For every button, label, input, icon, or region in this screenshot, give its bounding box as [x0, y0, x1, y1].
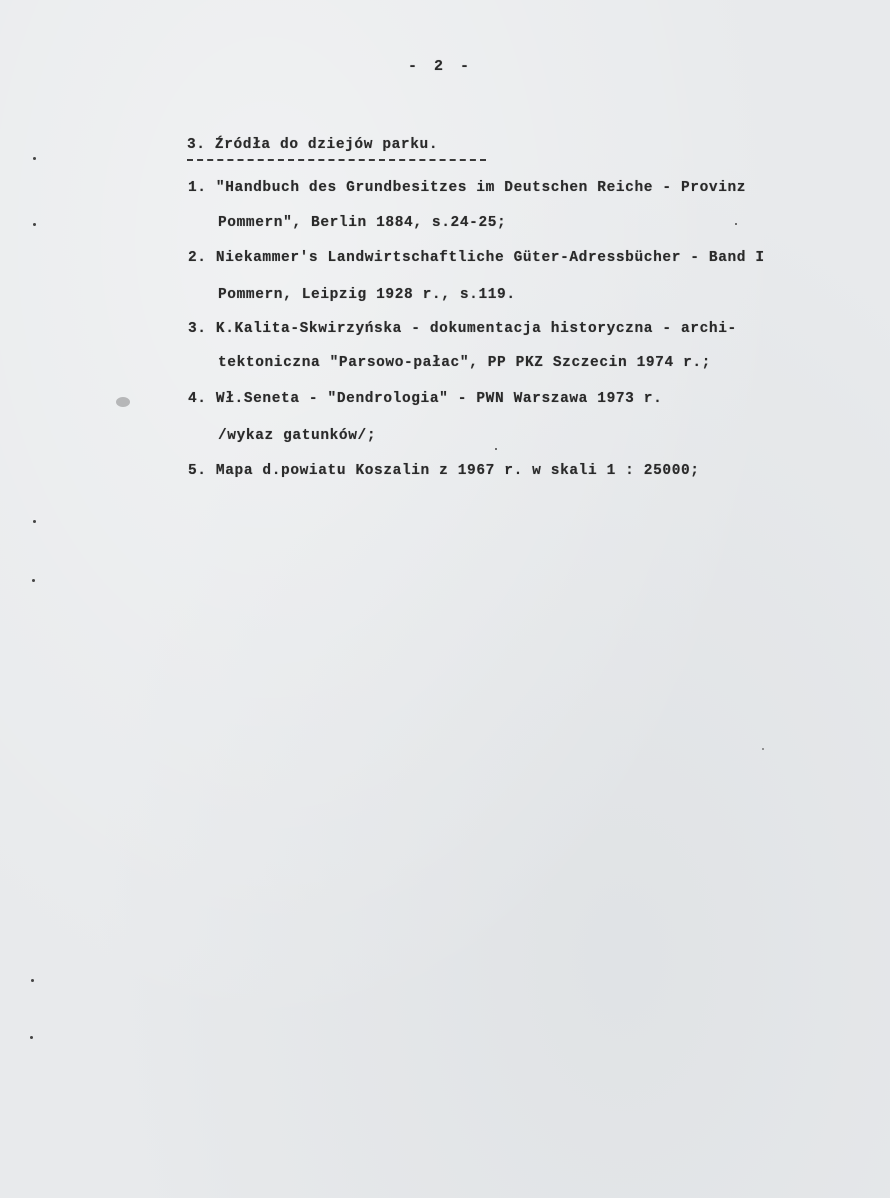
- list-item-continuation: tektoniczna "Parsowo-pałac", PP PKZ Szczecin 1974 r.;: [218, 355, 711, 371]
- list-item-text: K.Kalita-Skwirzyńska - dokumentacja historyczna - archi-: [215, 321, 737, 337]
- scan-speck: [495, 448, 497, 450]
- margin-speck: [33, 520, 36, 523]
- list-item-text: Mapa d.powiatu Koszalin z 1967 r. w skali 1 : 25000;: [215, 463, 700, 479]
- list-item-line: [188, 321, 737, 337]
- list-item-text: Niekammer's Landwirtschaftliche Güter-Adressbücher - Band I: [215, 250, 765, 266]
- scan-speck: [762, 748, 764, 750]
- margin-speck: [30, 1036, 33, 1039]
- list-item-line: [188, 463, 700, 479]
- margin-speck: [32, 579, 35, 582]
- list-item-line: [188, 391, 662, 407]
- page-number: - 2 -: [408, 58, 474, 75]
- title-underline: [187, 159, 486, 161]
- list-item-continuation: Pommern", Berlin 1884, s.24-25;: [218, 215, 507, 231]
- list-item-number: 3.: [188, 321, 207, 337]
- scan-smudge: [116, 397, 130, 407]
- list-item-line: [188, 250, 765, 266]
- margin-speck: [31, 979, 34, 982]
- list-item-line: [188, 180, 746, 196]
- list-item-number: 5.: [188, 463, 207, 479]
- section-title: 3. Źródła do dziejów parku.: [187, 137, 439, 153]
- list-item-number: 4.: [188, 391, 207, 407]
- list-item-continuation: /wykaz gatunków/;: [218, 428, 377, 444]
- margin-speck: [33, 223, 36, 226]
- list-item-continuation: Pommern, Leipzig 1928 r., s.119.: [218, 287, 516, 303]
- list-item-text: Wł.Seneta - "Dendrologia" - PWN Warszawa 1973 r.: [215, 391, 663, 407]
- list-item-number: 2.: [188, 250, 207, 266]
- list-item-number: 1.: [188, 180, 207, 196]
- list-item-text: "Handbuch des Grundbesitzes im Deutschen Reiche - Provinz: [215, 180, 747, 196]
- margin-speck: [33, 157, 36, 160]
- scan-speck: [735, 223, 737, 225]
